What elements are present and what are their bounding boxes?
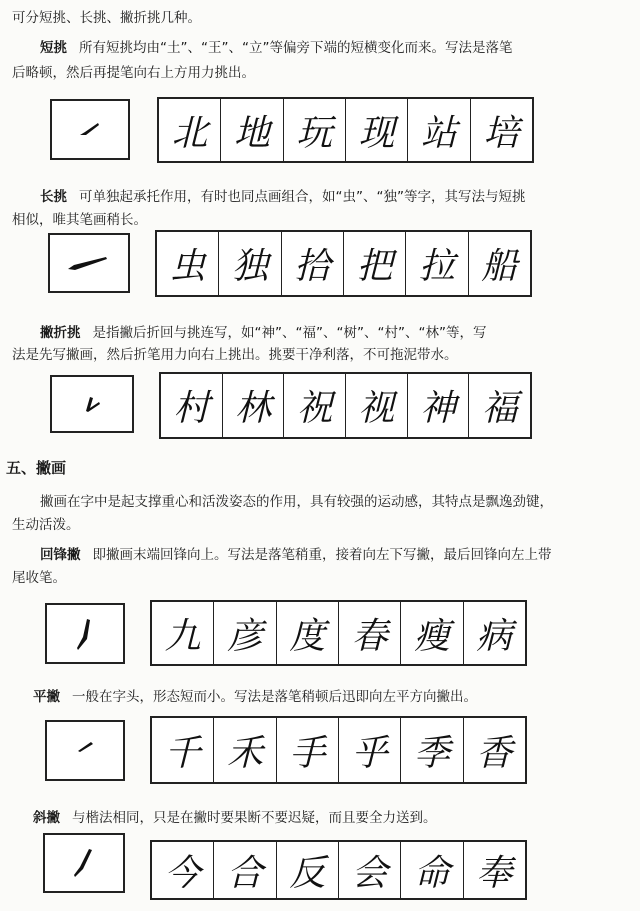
char-cell: 禾	[214, 718, 276, 782]
section-heading: 五、撇画	[6, 459, 67, 477]
short-tick-line-1	[40, 39, 512, 57]
char-strip-long-tick	[155, 230, 532, 297]
char-cell: 命	[401, 842, 463, 898]
text: 一般在字头，形态短而小。写法是落笔稍顿后迅即向左平方向撇出。	[72, 689, 477, 705]
term-short-tick: 短挑	[40, 40, 67, 56]
char-cell: 病	[476, 615, 513, 657]
slant-pie-line-1	[33, 809, 437, 827]
flat-pie-line-1	[33, 688, 477, 706]
char-cell: 现	[346, 99, 408, 161]
char-cell: 视	[346, 374, 408, 437]
char-cell: 拉	[406, 232, 468, 295]
char-cell: 玩	[284, 99, 346, 161]
char-strip-return-pie	[150, 600, 527, 666]
text: 即撇画末端回锋向上。写法是落笔稍重，接着向左下写撇，最后回锋向左上带	[92, 547, 552, 563]
char-cell: 今	[152, 842, 214, 898]
term-long-tick: 长挑	[40, 189, 67, 205]
stroke-example-short-tick	[50, 99, 130, 160]
char-cell: 船	[481, 246, 518, 287]
char-cell: 拾	[282, 232, 344, 295]
term-slant-pie: 斜撇	[33, 810, 60, 826]
stroke-example-fold-tick	[50, 375, 134, 433]
return-pie-line-1	[40, 546, 552, 564]
long-tick-line-1	[40, 188, 525, 206]
char-strip-flat-pie	[150, 716, 527, 784]
char-cell: 培	[483, 112, 520, 154]
char-cell: 奉	[476, 852, 513, 894]
char-cell: 合	[214, 842, 276, 898]
stroke-example-slant-pie	[43, 833, 125, 893]
text: 所有短挑均由“土”、“王”、“立”等偏旁下端的短横变化而来。写法是落笔	[79, 40, 513, 56]
stroke-example-flat-pie	[45, 720, 125, 781]
stroke-example-long-tick	[48, 233, 130, 293]
long-tick-line-2: 相似，唯其笔画稍长。	[12, 212, 147, 228]
pie-intro-line-2: 生动活泼。	[12, 517, 80, 533]
char-cell: 季	[401, 718, 463, 782]
char-cell: 春	[339, 602, 401, 664]
char-strip-fold-tick	[159, 372, 532, 439]
char-cell: 瘦	[401, 602, 463, 664]
char-cell: 香	[476, 732, 513, 774]
term-fold-tick: 撇折挑	[40, 325, 81, 341]
char-cell: 独	[219, 232, 281, 295]
intro-line: 可分短挑、长挑、撇折挑几种。	[12, 10, 201, 26]
char-cell: 九	[152, 602, 214, 664]
char-cell: 乎	[339, 718, 401, 782]
fold-tick-line-1	[40, 324, 486, 342]
char-cell: 手	[277, 718, 339, 782]
char-strip-short-tick	[157, 97, 534, 163]
text: 与楷法相同，只是在撇时要果断不要迟疑，而且要全力送到。	[72, 810, 437, 826]
char-cell: 站	[408, 99, 470, 161]
char-cell: 彦	[214, 602, 276, 664]
char-cell: 神	[408, 374, 470, 437]
pie-intro-line-1: 撇画在字中是起支撑重心和活泼姿态的作用，具有较强的运动感，其特点是飘逸劲键，	[40, 494, 553, 510]
short-tick-line-2: 后略顿，然后再提笔向右上方用力挑出。	[12, 65, 255, 81]
term-flat-pie: 平撇	[33, 689, 60, 705]
return-pie-line-2: 尾收笔。	[12, 570, 66, 586]
char-cell: 祝	[284, 374, 346, 437]
char-cell: 林	[223, 374, 285, 437]
text: 可单独起承托作用，有时也同点画组合，如“虫”、“独”等字，其写法与短挑	[79, 189, 526, 205]
term-return-pie: 回锋撇	[40, 547, 81, 563]
char-cell: 把	[344, 232, 406, 295]
text: 是指撇后折回与挑连写，如“神”、“福”、“树”、“村”、“林”等，写	[92, 325, 487, 341]
char-cell: 反	[277, 842, 339, 898]
char-cell: 会	[339, 842, 401, 898]
char-cell: 度	[277, 602, 339, 664]
fold-tick-line-2: 法是先写撇画，然后折笔用力向右上挑出。挑要干净利落，不可拖泥带水。	[12, 347, 458, 363]
char-cell: 北	[159, 99, 221, 161]
char-cell: 千	[152, 718, 214, 782]
char-cell: 虫	[157, 232, 219, 295]
stroke-example-return-pie	[45, 603, 125, 664]
char-cell: 地	[221, 99, 283, 161]
char-cell: 福	[481, 388, 518, 429]
char-cell: 村	[161, 374, 223, 437]
char-strip-slant-pie	[150, 840, 527, 900]
